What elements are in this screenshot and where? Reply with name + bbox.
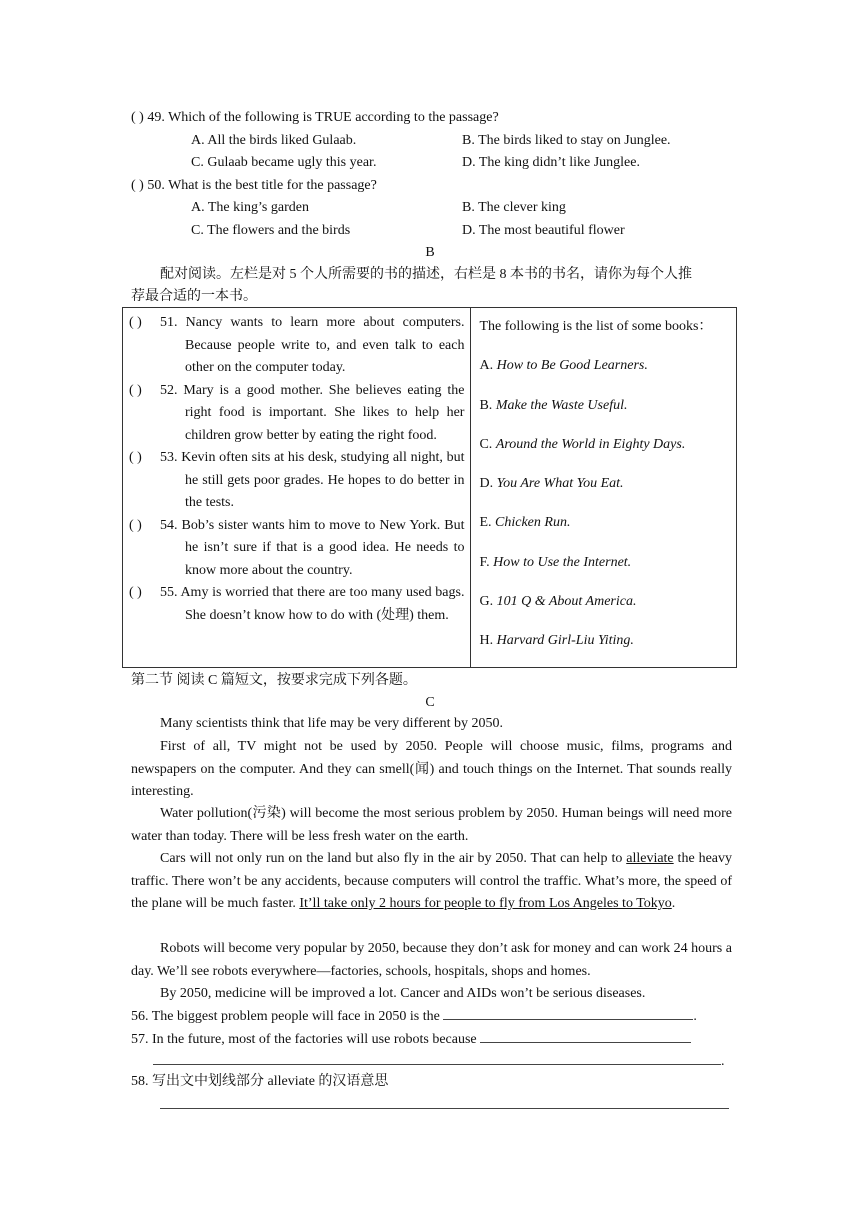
passage-paragraph-2: First of all, TV might not be used by 2050. People will choose music, films, programs and newspapers on the computer. And they can smell(闻) and touch things on the Internet. That sounds really interesting. [131,739,732,799]
answer-paren[interactable]: ( ) [129,315,142,330]
passage-paragraph-4: Cars will not only run on the land but also fly in the air by 2050. That can help to alleviate the heavy traffic. There won’t be any accidents, because computers will control the traffic. What’s more, the speed of the plane will be much faster. It’ll take only 2 hours for people to fly from Los Angeles to Tokyo. [131,851,732,911]
q49-option-c: C. Gulaab became ugly this year. [191,155,377,170]
matching-item: ( ) 51. Nancy wants to learn more about computers. Because people write to, and even talk to each other on the computer today. [123,312,470,380]
answer-paren[interactable]: ( ) [129,450,142,465]
answer-paren[interactable]: ( ) [129,517,142,533]
book-item: D. You Are What You Eat. [479,476,624,492]
question-50-stem: ( ) 50. What is the best title for the passage? [131,178,377,193]
answer-blank-57a[interactable] [480,1030,691,1043]
answer-blank-58[interactable] [160,1096,729,1109]
descriptions-column [123,308,471,668]
question-58: 58. 写出文中划线部分 alleviate 的汉语意思 [131,1074,389,1089]
answer-blank-57b[interactable] [153,1052,721,1065]
q49-option-a: A. All the birds liked Gulaab. [191,133,357,148]
answer-blank-56[interactable] [443,1007,693,1020]
section-b-heading: B [425,245,435,260]
book-list-title: The following is the list of some books： [479,319,713,334]
answer-paren[interactable]: ( ) [129,382,142,398]
books-column [471,308,737,668]
matching-item: ( ) 52. Mary is a good mother. She believes eating the right food is important. She likes to help her children grow better by eating the right food. [123,380,470,448]
matching-item: ( ) 53. Kevin often sits at his desk, studying all night, but he still gets poor grades. He hopes to do better in the tests. [123,447,470,515]
section-c-heading: C [425,695,435,710]
question-58-line [160,1096,729,1115]
question-57-line-2: . [153,1052,725,1071]
section-b-instruction-1: 配对阅读。左栏是对 5 个人所需要的书的描述，右栏是 8 本书的书名，请你为每个人推 [160,267,692,282]
underlined-word-alleviate: alleviate [626,851,674,866]
book-item: B. Make the Waste Useful. [479,397,628,413]
matching-table [122,307,737,668]
matching-item: ( ) 54. Bob’s sister wants him to move to New York. But he isn’t sure if that is a good idea. He needs to know more about the country. [123,515,470,583]
underlined-sentence: It’ll take only 2 hours for people to fly from Los Angeles to Tokyo [299,896,672,911]
passage-paragraph-6: By 2050, medicine will be improved a lot. Cancer and AIDs won’t be serious diseases. [160,986,646,1001]
book-item: H. Harvard Girl-Liu Yiting. [479,633,634,649]
matching-item: ( ) 55. Amy is worried that there are too many used bags. She doesn’t know how to do with (处理) them. [123,582,470,627]
q49-option-d: D. The king didn’t like Junglee. [462,155,640,170]
passage-paragraph-3: Water pollution(污染) will become the most serious problem by 2050. Human beings will need more water than today. There will be less fresh water on the earth. [131,806,732,844]
question-57: 57. In the future, most of the factories will use robots because [131,1030,691,1049]
q50-option-c: C. The flowers and the birds [191,223,351,238]
question-49-stem: ( ) 49. Which of the following is TRUE according to the passage? [131,110,499,125]
answer-paren[interactable]: ( ) [129,585,142,600]
book-item: A. How to Be Good Learners. [479,358,648,374]
question-56: 56. The biggest problem people will face in 2050 is the . [131,1009,697,1024]
book-item: G. 101 Q & About America. [479,594,637,610]
passage-paragraph-1: Many scientists think that life may be very different by 2050. [160,716,504,731]
passage-paragraph-5: Robots will become very popular by 2050, because they don’t ask for money and can work 24 hours a day. We’ll see robots everywhere—factories, schools, hospitals, shops and homes. [131,941,732,979]
q49-option-b: B. The birds liked to stay on Junglee. [462,133,671,148]
section-2-title: 第二节 阅读 C 篇短文，按要求完成下列各题。 [131,673,417,688]
book-item: F. How to Use the Internet. [479,554,632,570]
q50-option-b: B. The clever king [462,200,566,215]
q50-option-d: D. The most beautiful flower [462,223,625,238]
book-item: E. Chicken Run. [479,515,571,531]
section-b-instruction-2: 荐最合适的一本书。 [131,289,257,304]
q50-option-a: A. The king’s garden [191,200,309,215]
book-item: C. Around the World in Eighty Days. [479,436,686,452]
